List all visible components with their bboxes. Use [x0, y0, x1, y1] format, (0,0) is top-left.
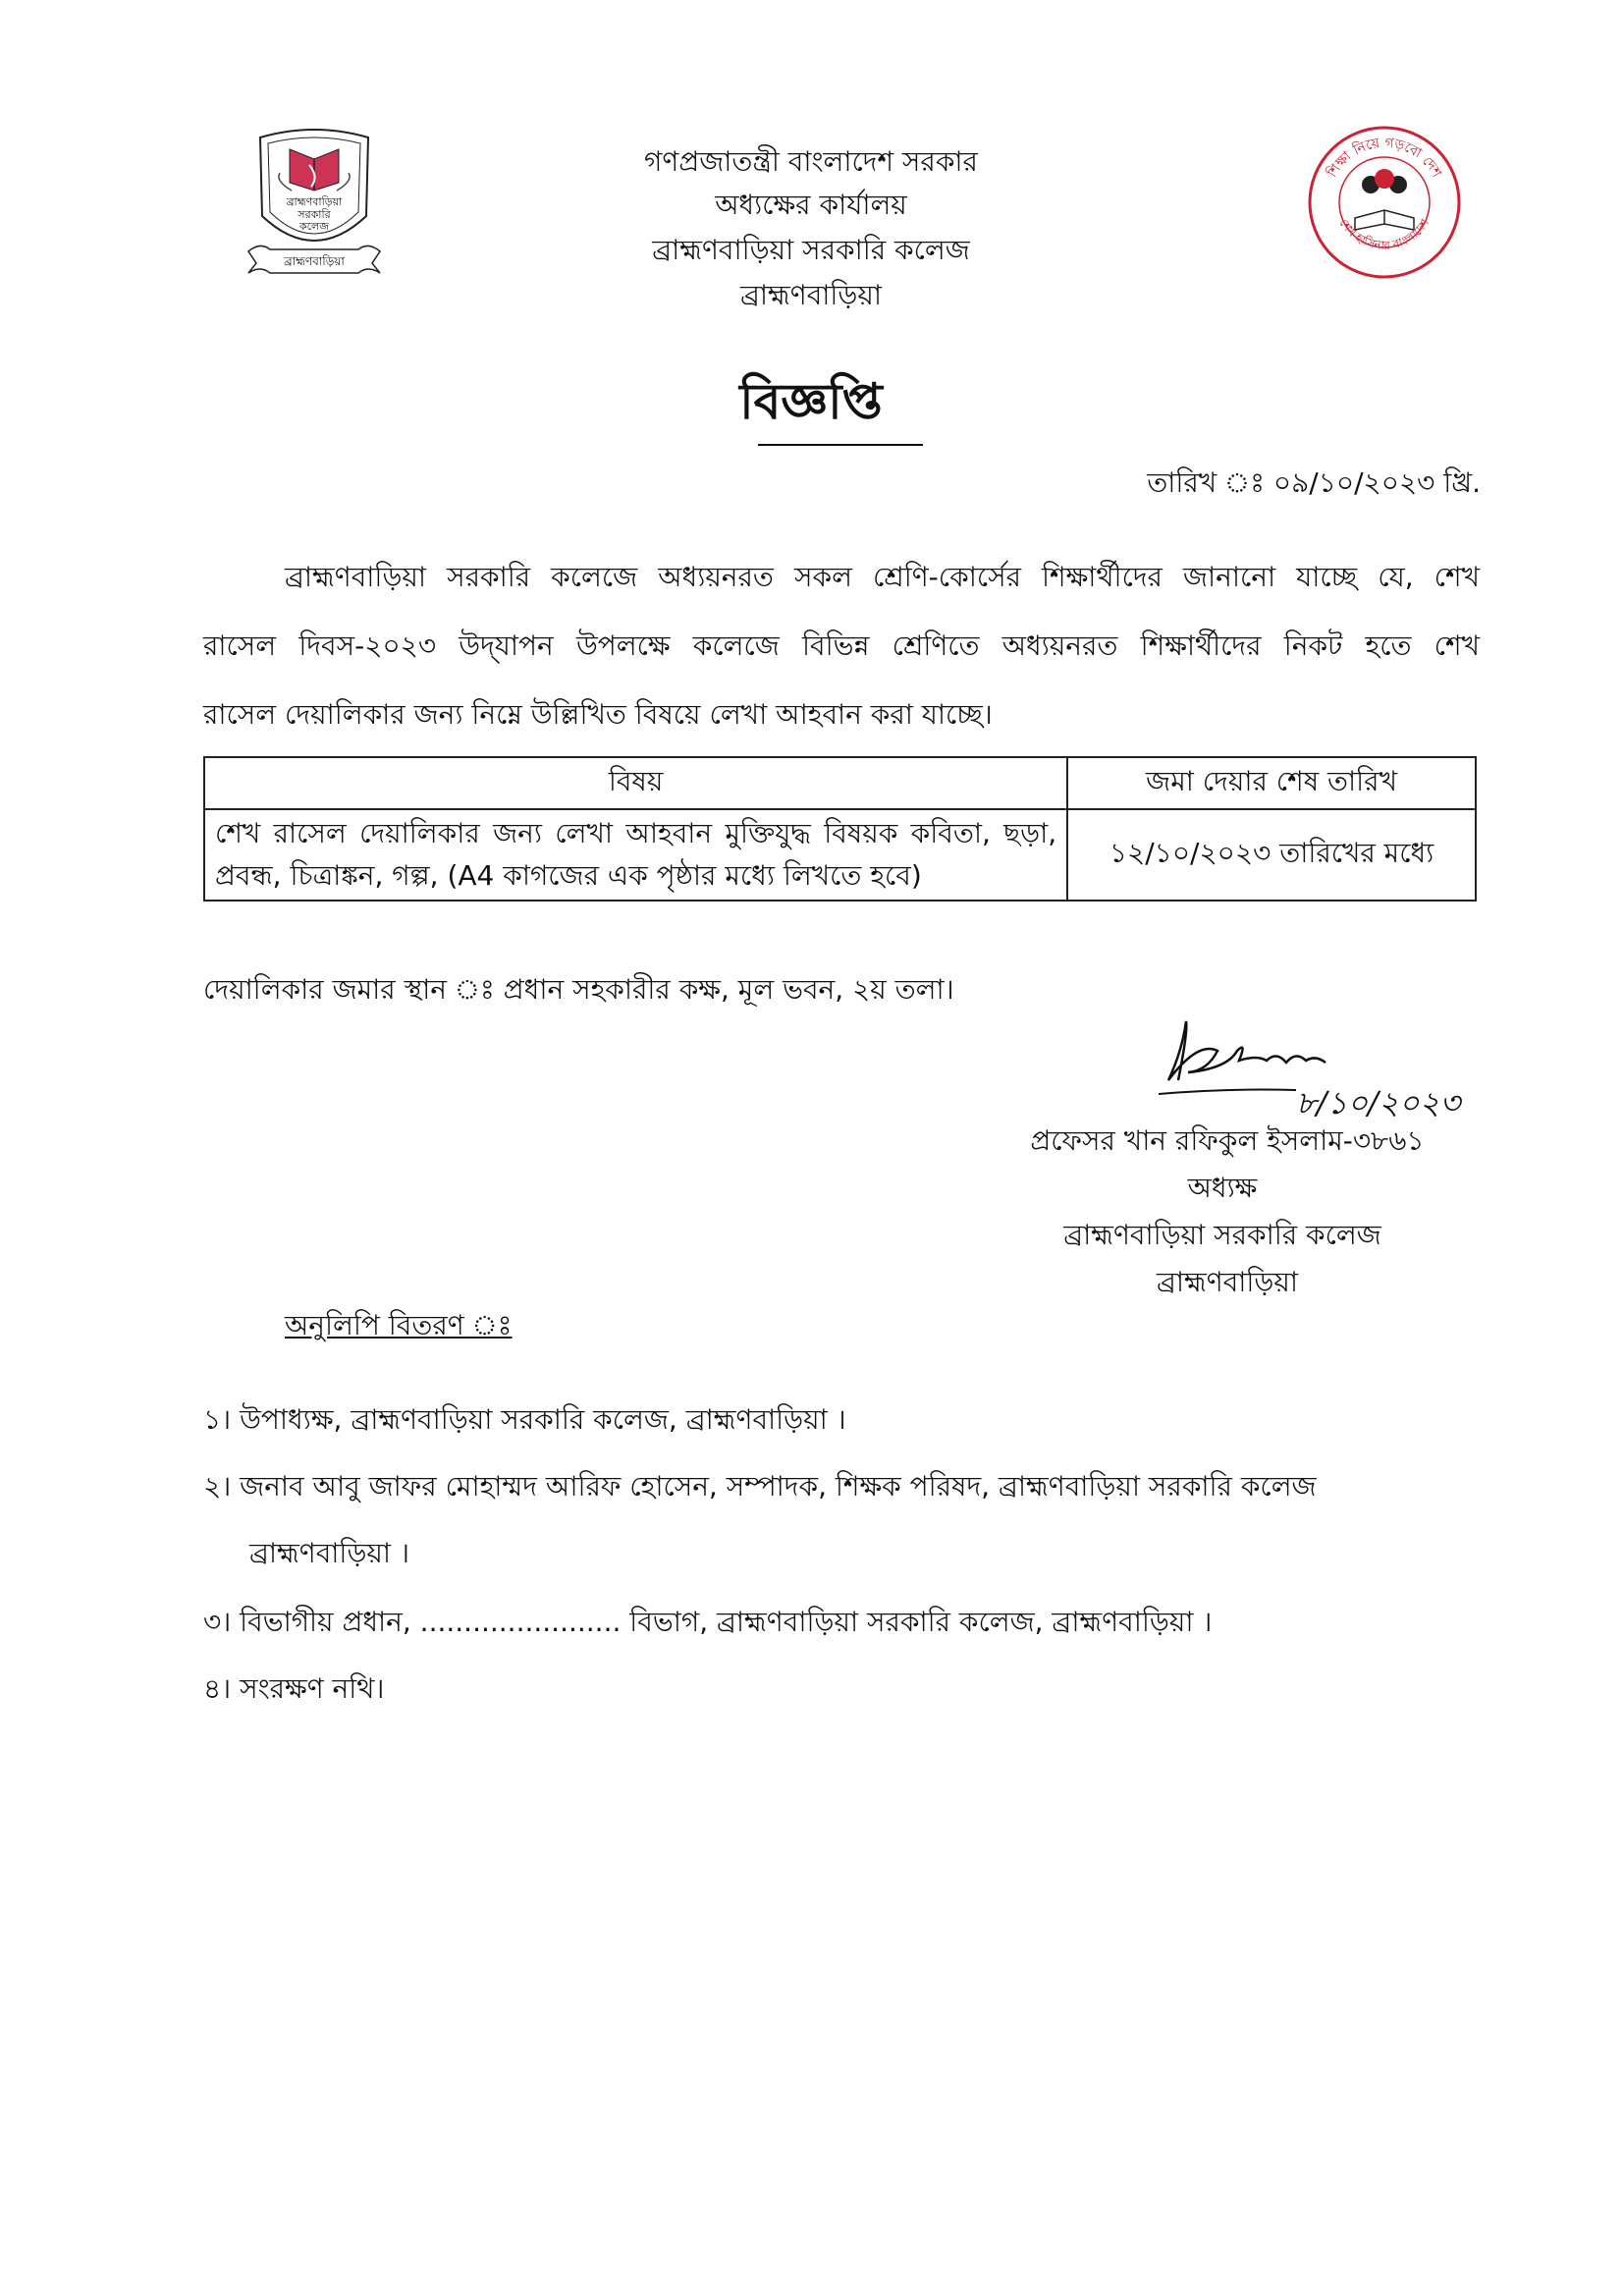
crest-text-lower: কলেজ — [298, 220, 330, 234]
signatory-name: প্রফেসর খান রফিকুল ইসলাম-৩৮৬১ — [1030, 1124, 1425, 1157]
crest-ribbon-text: ব্রাহ্মণবাড়িয়া — [284, 254, 345, 268]
crest-text-upper: ব্রাহ্মণবাড়িয়া — [286, 195, 343, 208]
header-government: গণপ্রজাতন্ত্রী বাংলাদেশ সরকার — [644, 145, 978, 178]
header-location: ব্রাহ্মণবাড়িয়া — [739, 279, 883, 311]
signatory-place: ব্রাহ্মণবাড়িয়া — [1156, 1266, 1299, 1298]
signatory-institution: ব্রাহ্মণবাড়িয়া সরকারি কলেজ — [1063, 1219, 1381, 1251]
signature-date: ৮/১০/২০২৩ — [1296, 1084, 1461, 1121]
college-crest-logo — [241, 126, 388, 283]
table-row — [204, 809, 1476, 901]
submission-table — [203, 756, 1477, 902]
body-line-1: ব্রাহ্মণবাড়িয়া সরকারি কলেজে অধ্যয়নরত সকল শ্রেণি-কোর্সের শিক্ষার্থীদের জানানো যাচ্ছে যে, শেখ — [285, 561, 1480, 593]
education-emblem-logo — [1306, 124, 1463, 281]
signatory-designation: অধ্যক্ষ — [1187, 1172, 1258, 1204]
distribution-item-2: ২। জনাব আবু জাফর মোহাম্মদ আরিফ হোসেন, সম্পাদক, শিক্ষক পরিষদ, ব্রাহ্মণবাড়িয়া সরকারি কলেজ — [203, 1470, 1317, 1503]
body-line-2: রাসেল দিবস-২০২৩ উদ্‌যাপন উপলক্ষে কলেজে বিভিন্ন শ্রেণিতে অধ্যয়নরত শিক্ষার্থীদের নিকট হতে শেখ — [203, 629, 1480, 662]
emblem-arc-bottom: শেখ হাসিনার বাংলাদেশ — [1336, 216, 1433, 252]
header-college: ব্রাহ্মণবাড়িয়া সরকারি কলেজ — [652, 234, 970, 266]
table-cell-subject: শেখ রাসেল দেয়ালিকার জন্য লেখা আহবান মুক্তিযুদ্ধ বিষয়ক কবিতা, ছড়া, প্রবন্ধ, চিত্রাঙ্কন, গল্প, (A4 কাগজের এক পৃষ্ঠার মধ্যে লিখতে হবে) — [204, 809, 1067, 901]
table-header-deadline: জমা দেয়ার শেষ তারিখ — [1067, 757, 1476, 809]
notice-date: তারিখ ঃ ০৯/১০/২০২৩ খ্রি. — [1147, 466, 1481, 499]
table-cell-deadline: ১২/১০/২০২৩ তারিখের মধ্যে — [1067, 809, 1476, 901]
distribution-item-3: ৩। বিভাগীয় প্রধান, ....................... বিভাগ, ব্রাহ্মণবাড়িয়া সরকারি কলেজ, ব্রাহ্মণবাড়িয়া । — [203, 1606, 1213, 1638]
title-underline — [758, 444, 923, 446]
notice-title: বিজ্ঞপ্তি — [739, 373, 883, 430]
distribution-item-2-cont: ব্রাহ্মণবাড়িয়া । — [249, 1537, 409, 1569]
table-header-subject: বিষয় — [204, 757, 1067, 809]
emblem-icon — [1306, 124, 1463, 281]
distribution-item-1: ১। উপাধ্যক্ষ, ব্রাহ্মণবাড়িয়া সরকারি কলেজ, ব্রাহ্মণবাড়িয়া । — [203, 1403, 846, 1436]
emblem-arc-top: শিক্ষা নিয়ে গড়বো দেশ — [1325, 135, 1444, 181]
table-header-row — [204, 757, 1476, 809]
distribution-item-4: ৪। সংরক্ষণ নথি। — [203, 1672, 385, 1705]
body-line-3: রাসেল দেয়ালিকার জন্য নিম্নে উল্লিখিত বিষয়ে লেখা আহবান করা যাচ্ছে। — [203, 698, 993, 731]
header-office: অধ্যক্ষের কার্যালয় — [715, 189, 907, 221]
distribution-title: অনুলিপি বিতরণ ঃ — [285, 1309, 513, 1341]
submission-location: দেয়ালিকার জমার স্থান ঃ প্রধান সহকারীর কক্ষ, মূল ভবন, ২য় তলা। — [203, 973, 954, 1006]
crest-text-middle: সরকারি — [298, 207, 331, 221]
